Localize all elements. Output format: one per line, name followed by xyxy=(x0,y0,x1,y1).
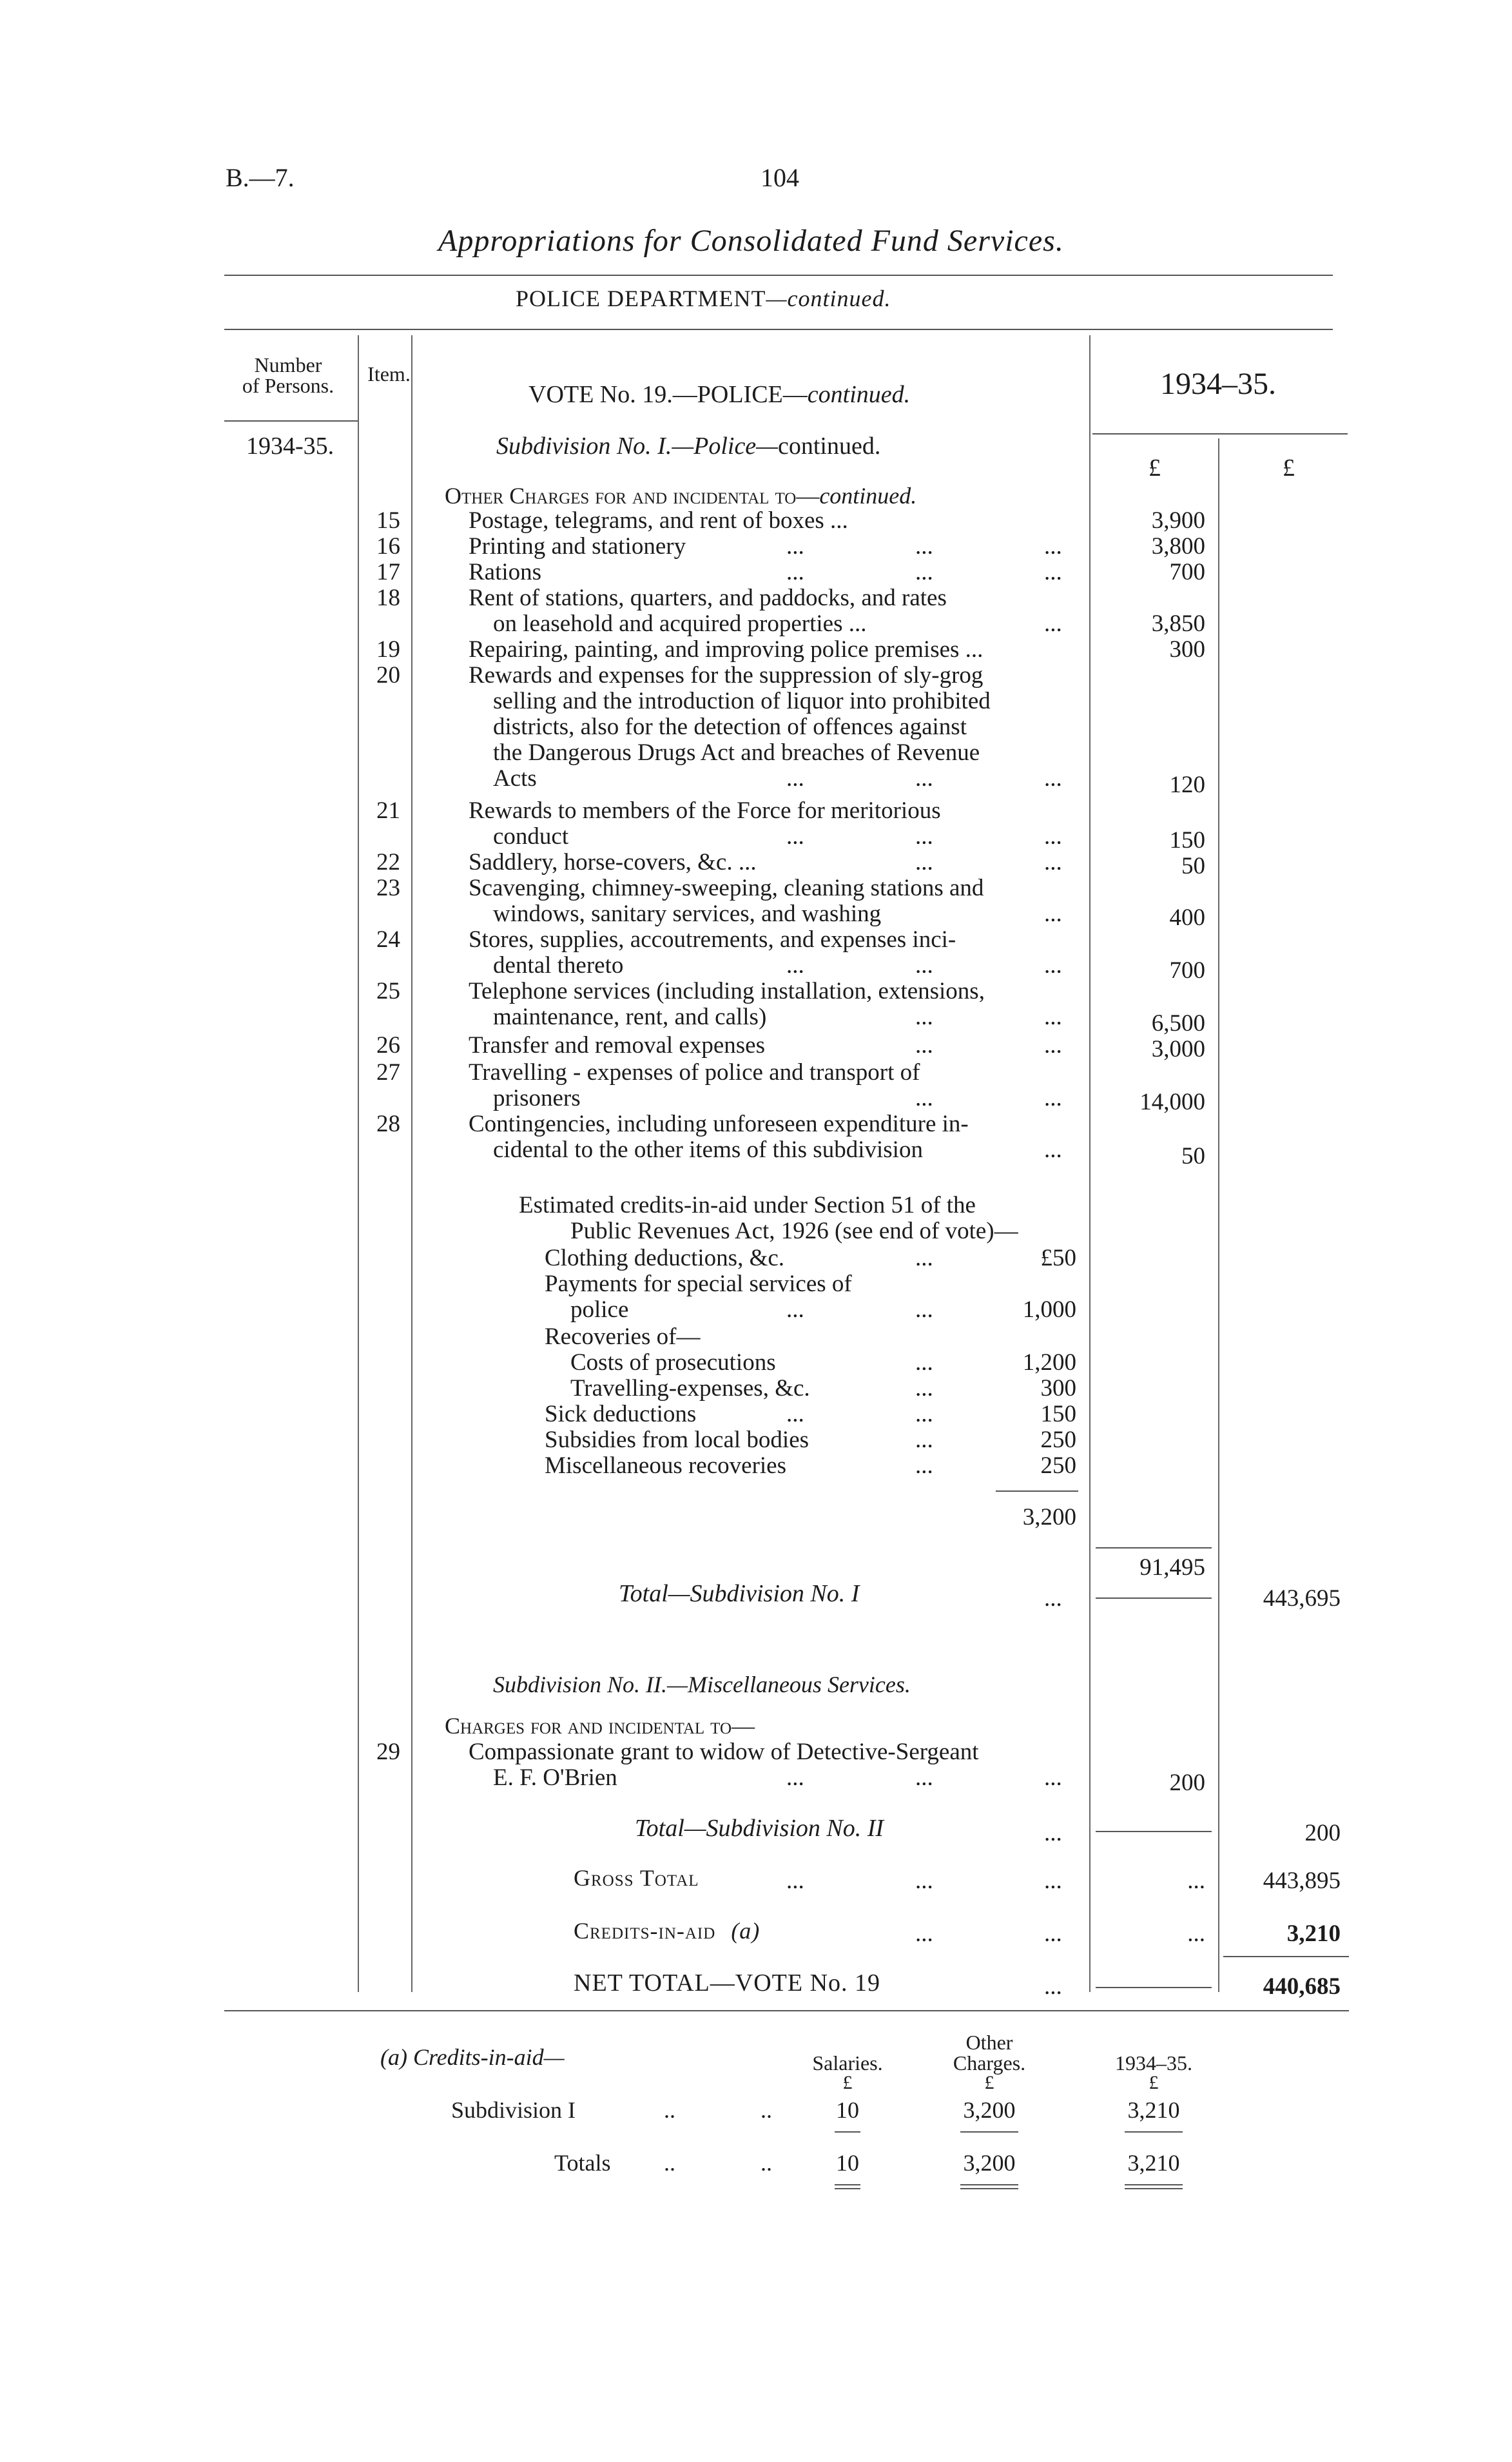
item-number: 29 xyxy=(376,1739,400,1765)
leader-dots: ... xyxy=(1044,952,1062,979)
credit-amount: 250 xyxy=(1040,1452,1076,1479)
leader-dots: ... xyxy=(1044,1764,1062,1791)
net-total-label: NET TOTAL—VOTE No. 19 xyxy=(574,1969,881,1997)
leader-dots: ... xyxy=(1044,559,1062,585)
item-number: 27 xyxy=(376,1059,400,1086)
item-description: Rewards and expenses for the suppression of sly-grog xyxy=(469,662,984,689)
leader-dots: ... xyxy=(786,765,804,792)
subdivision1-title-suffix: continued. xyxy=(777,433,881,460)
footnote-year-header: 1934–35. xyxy=(1115,2051,1192,2075)
item-description: Telephone services (including installation, extensions, xyxy=(469,978,985,1004)
item-amount: 14,000 xyxy=(1139,1089,1205,1115)
other-charges-label: Other Charges for and incidental to— xyxy=(445,483,820,509)
vote-title-suffix: continued. xyxy=(807,381,911,408)
persons-header-line2: of Persons. xyxy=(242,374,334,397)
credit-amount: 250 xyxy=(1040,1427,1076,1453)
leader-dots: ... xyxy=(915,1032,933,1059)
leader-dots: ... xyxy=(1044,1085,1062,1111)
item-description: Transfer and removal expenses xyxy=(469,1032,765,1059)
footnote-row-total: 3,210 xyxy=(1127,2150,1180,2176)
credits-in-aid-heading xyxy=(574,1917,760,1944)
net-total-col2: 440,685 xyxy=(1263,1973,1341,2000)
item-description: prisoners xyxy=(493,1085,581,1111)
leader-dots: ... xyxy=(786,1764,804,1791)
leader-dots: ... xyxy=(1044,1585,1062,1612)
leader-dots: ... xyxy=(786,823,804,850)
item-description: selling and the introduction of liquor into prohibited xyxy=(493,688,991,714)
item-description: Postage, telegrams, and rent of boxes ... xyxy=(469,507,848,534)
footnote-double-rule xyxy=(960,2188,1018,2189)
credits-subtotal-rule xyxy=(996,1490,1078,1492)
credit-label: Clothing deductions, &c. xyxy=(545,1245,785,1271)
leader-dots: ... xyxy=(915,1868,933,1894)
leader-dots: ... xyxy=(1044,901,1062,927)
other-charges-heading xyxy=(445,482,916,509)
footnote-rule xyxy=(960,2131,1018,2133)
persons-year: 1934-35. xyxy=(246,433,334,460)
footnote-other-header-line1: Other xyxy=(965,2031,1013,2054)
year-header: 1934–35. xyxy=(1160,367,1276,401)
item-description: Rent of stations, quarters, and paddocks, and rates xyxy=(469,585,947,611)
net-total-dash xyxy=(1096,1987,1212,1988)
footnote-pound: £ xyxy=(842,2072,853,2093)
footnote-row-other: 3,200 xyxy=(963,2150,1016,2176)
credit-label: Subsidies from local bodies xyxy=(545,1427,809,1453)
item-description: on leasehold and acquired properties ... xyxy=(493,611,867,637)
subdivision1-title xyxy=(496,432,880,460)
footnote-double-rule xyxy=(1125,2188,1183,2189)
leader-dots: ... xyxy=(915,1427,933,1453)
leader-dots: ... xyxy=(915,1920,933,1947)
credit-label: Payments for special services of xyxy=(545,1271,852,1297)
leader-dots: ... xyxy=(915,1004,933,1030)
leader-dots: .. xyxy=(664,2150,675,2176)
item-description: Rations xyxy=(469,559,542,585)
footnote-other-header-line2: Charges. xyxy=(953,2051,1026,2075)
subtotal-dash xyxy=(1096,1831,1212,1832)
item-number: 26 xyxy=(376,1032,400,1059)
leader-dots: ... xyxy=(1044,823,1062,850)
credits-intro-line1: Estimated credits-in-aid under Section 51 of the xyxy=(519,1192,976,1218)
leader-dots: .. xyxy=(761,2097,772,2123)
credit-amount: 1,200 xyxy=(1022,1349,1076,1376)
credit-label: Travelling-expenses, &c. xyxy=(570,1375,810,1402)
item-description: windows, sanitary services, and washing xyxy=(493,901,882,927)
item-description: Travelling - expenses of police and transport of xyxy=(469,1059,920,1086)
item-number: 15 xyxy=(376,507,400,534)
amount-column-left-rule xyxy=(1089,335,1090,1992)
net-total-rule xyxy=(1223,1956,1349,1957)
year-header-rule xyxy=(1092,433,1348,435)
leader-dots: ... xyxy=(1044,849,1062,875)
gross-total-col2: 443,895 xyxy=(1263,1868,1341,1894)
item-amount: 300 xyxy=(1169,636,1205,663)
leader-dots: ... xyxy=(915,533,933,560)
item-amount: 3,850 xyxy=(1151,611,1205,637)
item-number: 28 xyxy=(376,1111,400,1137)
credit-label: Costs of prosecutions xyxy=(570,1349,776,1376)
department-name: POLICE DEPARTMENT xyxy=(516,286,766,311)
page-number: 104 xyxy=(761,163,799,192)
department-suffix: —continued. xyxy=(766,286,891,311)
subtotal-dash xyxy=(1096,1597,1212,1599)
leader-dots: ... xyxy=(1044,1973,1062,2000)
leader-dots: ... xyxy=(915,952,933,979)
pound-sign-col2: £ xyxy=(1283,454,1295,482)
leader-dots: ... xyxy=(915,1452,933,1479)
subdivision2-total-label: Total—Subdivision No. II xyxy=(635,1815,884,1842)
credit-label: Miscellaneous recoveries xyxy=(545,1452,786,1479)
item-amount: 700 xyxy=(1169,957,1205,984)
item-description: Acts xyxy=(493,765,537,792)
leader-dots: ... xyxy=(1044,1004,1062,1030)
item-number: 23 xyxy=(376,875,400,901)
credits-total: 3,200 xyxy=(1022,1504,1076,1530)
footnote-row-total: 3,210 xyxy=(1127,2097,1180,2123)
leader-dots: ... xyxy=(1044,1920,1062,1947)
persons-header-line1: Number xyxy=(254,353,322,376)
item-amount: 3,800 xyxy=(1151,533,1205,560)
item-description: conduct xyxy=(493,823,569,850)
item-description: Rewards to members of the Force for meritorious xyxy=(469,797,941,824)
department-heading xyxy=(516,285,891,312)
footnote-row-other: 3,200 xyxy=(963,2097,1016,2123)
vote-title-main: VOTE No. 19.—POLICE— xyxy=(528,381,808,408)
gross-total-col1: ... xyxy=(1187,1868,1205,1894)
credits-in-aid-col2: 3,210 xyxy=(1286,1920,1341,1947)
table-bottom-rule xyxy=(224,2010,1349,2011)
item-description: cidental to the other items of this subdivision xyxy=(493,1137,923,1163)
item-number: 17 xyxy=(376,559,400,585)
leader-dots: ... xyxy=(915,1085,933,1111)
document-reference: B.—7. xyxy=(226,163,295,192)
subdivision2-total-col2: 200 xyxy=(1304,1820,1341,1846)
subtotal-rule xyxy=(1096,1547,1212,1549)
subdivision1-total-col2: 443,695 xyxy=(1263,1585,1341,1612)
leader-dots: ... xyxy=(915,1245,933,1271)
item-description: Contingencies, including unforeseen expenditure in- xyxy=(469,1111,969,1137)
footnote-double-rule xyxy=(1125,2184,1183,2185)
item-description: maintenance, rent, and calls) xyxy=(493,1004,767,1030)
credit-amount: 300 xyxy=(1040,1375,1076,1402)
column-header-rule xyxy=(224,329,1333,330)
leader-dots: ... xyxy=(1044,1137,1062,1163)
item-description: Printing and stationery xyxy=(469,533,686,560)
credit-label: Recoveries of— xyxy=(545,1324,701,1350)
footnote-row-label: Totals xyxy=(554,2150,611,2176)
item-number: 18 xyxy=(376,585,400,611)
item-amount: 200 xyxy=(1169,1770,1205,1796)
leader-dots: ... xyxy=(786,1296,804,1323)
pound-sign-col1: £ xyxy=(1149,454,1161,482)
credit-label: police xyxy=(570,1296,629,1323)
credits-in-aid-note: (a) xyxy=(731,1918,761,1944)
item-number: 20 xyxy=(376,662,400,689)
item-description: Compassionate grant to widow of Detective-Sergeant xyxy=(469,1739,979,1765)
leader-dots: ... xyxy=(915,1296,933,1323)
footnote-label: (a) Credits-in-aid— xyxy=(380,2044,565,2070)
subdivision1-title-main: Subdivision No. I.—Police— xyxy=(496,433,778,460)
leader-dots: .. xyxy=(761,2150,772,2176)
leader-dots: ... xyxy=(1044,533,1062,560)
item-description: Saddlery, horse-covers, &c. ... xyxy=(469,849,757,875)
item-number: 16 xyxy=(376,533,400,560)
gross-total-label: Gross Total xyxy=(574,1865,699,1891)
item-amount: 3,900 xyxy=(1151,507,1205,534)
page-title: Appropriations for Consolidated Fund Services. xyxy=(438,224,1064,258)
leader-dots: ... xyxy=(1044,611,1062,637)
footnote-double-rule xyxy=(835,2188,860,2189)
leader-dots: ... xyxy=(786,533,804,560)
vote-title xyxy=(528,380,910,409)
leader-dots: ... xyxy=(786,1868,804,1894)
leader-dots: ... xyxy=(915,1764,933,1791)
header-rule xyxy=(224,275,1333,276)
item-description: Stores, supplies, accoutrements, and expenses inci- xyxy=(469,926,956,953)
item-number: 22 xyxy=(376,849,400,875)
item-amount: 50 xyxy=(1181,853,1205,879)
item-description: E. F. O'Brien xyxy=(493,1764,617,1791)
item-description: dental thereto xyxy=(493,952,624,979)
leader-dots: ... xyxy=(915,849,933,875)
item-description: districts, also for the detection of offences against xyxy=(493,714,967,740)
footnote-rule xyxy=(835,2131,860,2133)
footnote-salaries-header: Salaries. xyxy=(812,2051,883,2075)
leader-dots: ... xyxy=(1044,1820,1062,1846)
leader-dots: ... xyxy=(786,952,804,979)
leader-dots: ... xyxy=(786,1401,804,1427)
item-number: 24 xyxy=(376,926,400,953)
credit-label: Sick deductions xyxy=(545,1401,697,1427)
credit-amount: 1,000 xyxy=(1022,1296,1076,1323)
leader-dots: ... xyxy=(915,1401,933,1427)
item-number: 21 xyxy=(376,797,400,824)
leader-dots: ... xyxy=(915,1349,933,1376)
subdivision2-title: Subdivision No. II.—Miscellaneous Services. xyxy=(493,1672,911,1697)
leader-dots: ... xyxy=(1044,765,1062,792)
item-description: Scavenging, chimney-sweeping, cleaning stations and xyxy=(469,875,984,901)
item-number: 25 xyxy=(376,978,400,1004)
footnote-double-rule xyxy=(835,2184,860,2185)
item-header: Item. xyxy=(367,362,411,386)
leader-dots: ... xyxy=(915,1375,933,1402)
leader-dots: ... xyxy=(1044,1868,1062,1894)
footnote-rule xyxy=(1125,2131,1183,2133)
leader-dots: ... xyxy=(786,559,804,585)
item-amount: 6,500 xyxy=(1151,1010,1205,1037)
subdivision1-total-label: Total—Subdivision No. I xyxy=(619,1580,860,1607)
leader-dots: ... xyxy=(915,559,933,585)
credits-in-aid-col1: ... xyxy=(1187,1920,1205,1947)
item-amount: 700 xyxy=(1169,559,1205,585)
leader-dots: ... xyxy=(915,765,933,792)
item-amount: 50 xyxy=(1181,1143,1205,1169)
footnote-pound: £ xyxy=(1149,2072,1159,2093)
persons-header-rule xyxy=(224,420,358,422)
footnote-pound: £ xyxy=(984,2072,994,2093)
footnote-row-salaries: 10 xyxy=(836,2150,859,2176)
amount-column-mid-rule xyxy=(1218,438,1219,1992)
charges-heading: Charges for and incidental to— xyxy=(445,1713,755,1739)
item-description: Repairing, painting, and improving police premises ... xyxy=(469,636,984,663)
item-amount: 3,000 xyxy=(1151,1036,1205,1062)
credits-intro-line2: Public Revenues Act, 1926 (see end of vote)— xyxy=(570,1218,1018,1244)
credit-amount: £50 xyxy=(1040,1245,1076,1271)
credits-in-aid-label: Credits-in-aid xyxy=(574,1918,716,1944)
leader-dots: ... xyxy=(915,823,933,850)
item-amount: 120 xyxy=(1169,772,1205,798)
footnote-row-salaries: 10 xyxy=(836,2097,859,2123)
credit-amount: 150 xyxy=(1040,1401,1076,1427)
footnote-double-rule xyxy=(960,2184,1018,2185)
item-amount: 400 xyxy=(1169,904,1205,931)
item-amount: 150 xyxy=(1169,827,1205,854)
leader-dots: .. xyxy=(664,2097,675,2123)
item-number: 19 xyxy=(376,636,400,663)
footnote-row-label: Subdivision I xyxy=(451,2097,576,2123)
leader-dots: ... xyxy=(1044,1032,1062,1059)
item-description: the Dangerous Drugs Act and breaches of Revenue xyxy=(493,739,980,766)
other-charges-suffix: continued. xyxy=(819,483,917,509)
subdivision1-total-col1: 91,495 xyxy=(1139,1554,1205,1581)
